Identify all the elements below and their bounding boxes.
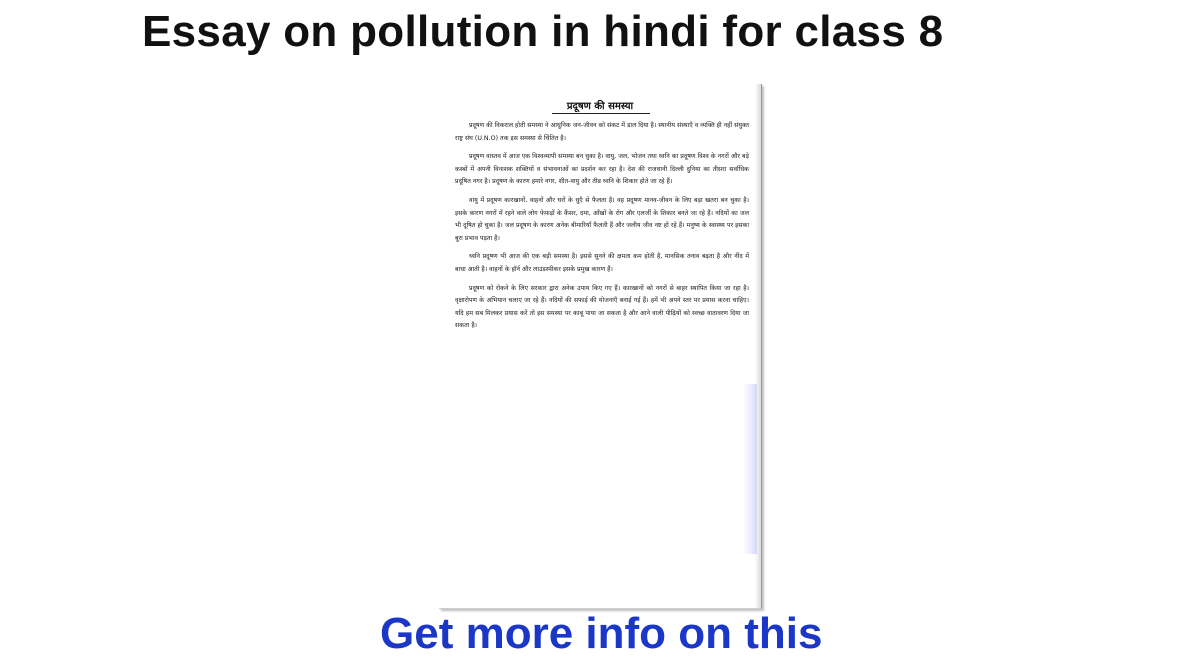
essay-paragraph: वायु में प्रदूषण कारखानों, वाहनों और घरों के धुएँ से फैलता है। वह प्रदूषण मानव-जीवन के लिए बड़ा खतरा बन चुका है। इसके कारण नगरों में रहने वाले लोग फेफड़ों के कैंसर, दमा, आँखों के रोग और एलर्जी के शिकार बनते जा रहे हैं। नदियों का जल भी दूषित हो चुका है। जल प्रदूषण के कारण अनेक बीमारियाँ फैलती हैं और जलीय जीव नष्ट हो रहे हैं। मनुष्य के स्वास्थ्य पर इसका बुरा प्रभाव पड़ता है। [455,196,749,242]
essay-paragraph: प्रदूषण की विकराल होती समस्या ने आधुनिक जन-जीवन को संकट में डाल दिया है। स्थानीय संस्थाएँ व व्यक्ति ही नहीं संयुक्त राष्ट्र संघ (U.N.O) तक इस समस्या से चिंतित है। [455,122,749,142]
essay-heading: प्रदूषण की समस्या [566,101,634,112]
essay-paragraph: ध्वनि प्रदूषण भी आज की एक बड़ी समस्या है। इससे सुनने की क्षमता कम होती है, मानसिक तनाव बढ़ता है और नींद में बाधा आती है। वाहनों के हॉर्न और लाउडस्पीकर इसके प्रमुख कारण हैं। [455,253,749,273]
scan-edge-shadow [755,84,761,608]
essay-paragraph: प्रदूषण वास्तव में आज एक विश्वव्यापी समस्या बन चुका है। वायु, जल, भोजन तथा ध्वनि का प्रदूषण विश्व के नगरों और बड़े कस्बों में अपनी विनाशक शक्तियों व संभावनाओं का प्रदर्शन कर रहा है। देश की राजधानी दिल्ली दुनिया का तीसरा सर्वाधिक प्रदूषित नगर है। प्रदूषण के कारण हमारे नगर, शीत-वायु और तीव्र ध्वनि के शिकार होते जा रहे हैं। [455,153,749,186]
essay-paragraph: प्रदूषण को रोकने के लिए सरकार द्वारा अनेक उपाय किए गए हैं। कारखानों को नगरों से बाहर स्थापित किया जा रहा है। वृक्षारोपण के अभियान चलाए जा रहे हैं। नदियों की सफाई की योजनाएँ बनाई गई हैं। हमें भी अपने स्तर पर प्रयास करना चाहिए। यदि हम सब मिलकर प्रयास करें तो इस समस्या पर काबू पाया जा सकता है और आने वाली पीढ़ियों को स्वच्छ वातावरण दिया जा सकता है। [455,284,749,330]
essay-scan-image [439,84,762,609]
page-title: Essay on pollution in hindi for class 8 [142,7,944,56]
get-more-info-link[interactable]: Get more info on this [380,609,823,658]
essay-heading-underline [552,113,650,114]
essay-body [455,120,749,339]
